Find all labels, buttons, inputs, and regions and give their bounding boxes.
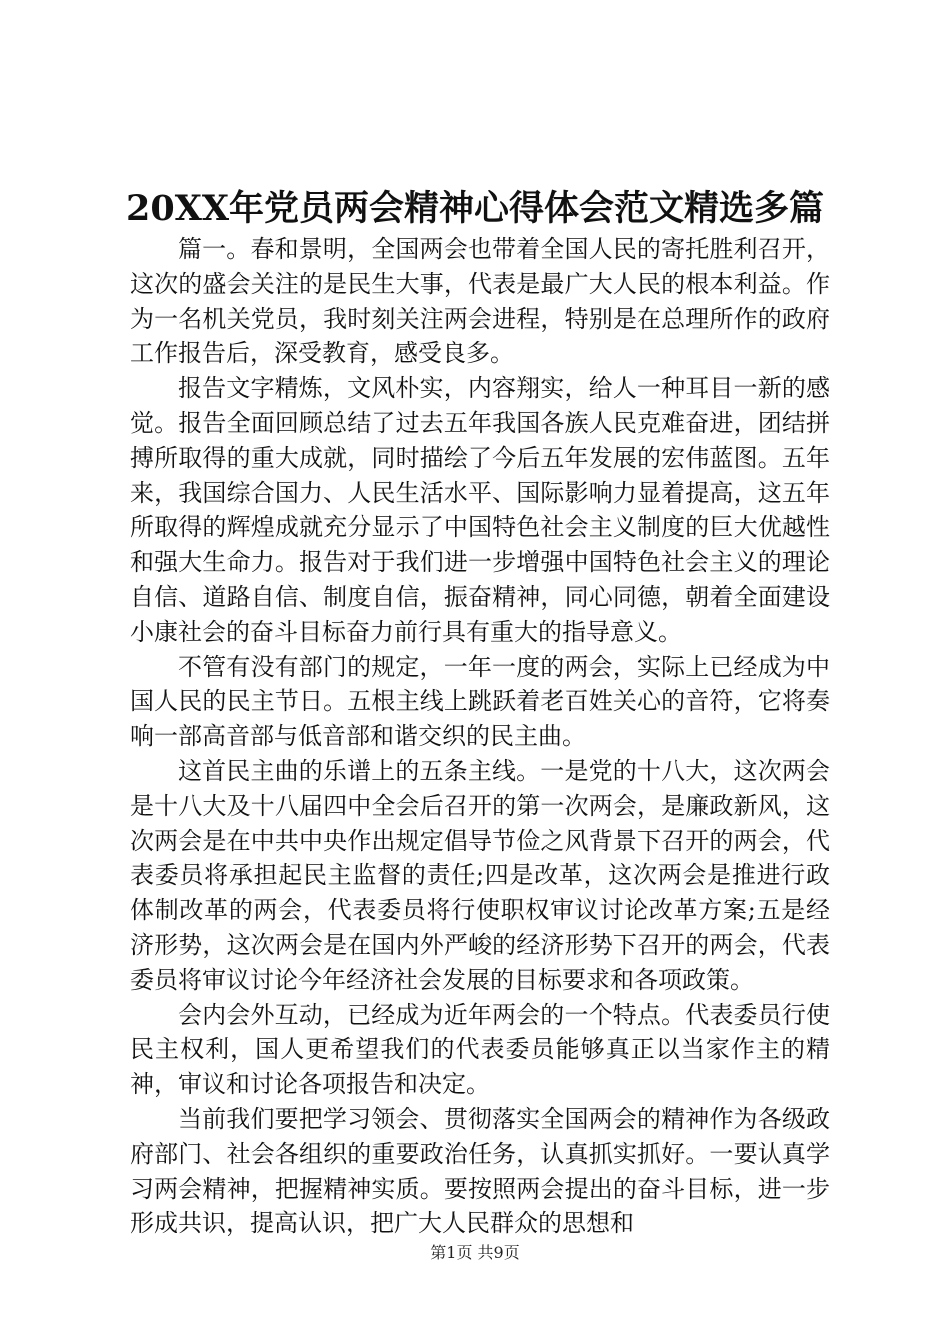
paragraph-3: 不管有没有部门的规定，一年一度的两会，实际上已经成为中国人民的民主节日。五根主线上跳跃着老百姓关心的音符，它将奏响一部高音部与低音部和谐交织的民主曲。 bbox=[130, 652, 830, 751]
page-number-footer: 第1页 共9页 bbox=[430, 1243, 520, 1262]
paragraph-1: 篇一。春和景明，全国两会也带着全国人民的寄托胜利召开，这次的盛会关注的是民生大事，代表是最广大人民的根本利益。作为一名机关党员，我时刻关注两会进程，特别是在总理所作的政府工作报告后，深受教育，感受良多。 bbox=[130, 235, 830, 368]
paragraph-2: 报告文字精炼，文风朴实，内容翔实，给人一种耳目一新的感觉。报告全面回顾总结了过去五年我国各族人民克难奋进，团结拼搏所取得的重大成就，同时描绘了今后五年发展的宏伟蓝图。五年来，我国综合国力、人民生活水平、国际影响力显着提高，这五年所取得的辉煌成就充分显示了中国特色社会主义制度的巨大优越性和强大生命力。报告对于我们进一步增强中国特色社会主义的理论自信、道路自信、制度自信，振奋精神，同心同德，朝着全面建设小康社会的奋斗目标奋力前行具有重大的指导意义。 bbox=[130, 374, 830, 646]
paragraph-4: 这首民主曲的乐谱上的五条主线。一是党的十八大，这次两会是十八大及十八届四中全会后召开的第一次两会，是廉政新风，这次两会是在中共中央作出规定倡导节俭之风背景下召开的两会，代表委员将承担起民主监督的责任;四是改革，这次两会是推进行政体制改革的两会，代表委员将行使职权审议讨论改革方案;五是经济形势，这次两会是在国内外严峻的经济形势下召开的两会，代表委员将审议讨论今年经济社会发展的目标要求和各项政策。 bbox=[130, 756, 830, 994]
document-title: 20XX年党员两会精神心得体会范文精选多篇 bbox=[125, 188, 825, 229]
paragraph-5: 会内会外互动，已经成为近年两会的一个特点。代表委员行使民主权利，国人更希望我们的代表委员能够真正以当家作主的精神，审议和讨论各项报告和决定。 bbox=[130, 1000, 830, 1099]
document-body bbox=[130, 232, 830, 1238]
paragraph-6: 当前我们要把学习领会、贯彻落实全国两会的精神作为各级政府部门、社会各组织的重要政治任务，认真抓实抓好。一要认真学习两会精神，把握精神实质。要按照两会提出的奋斗目标，进一步形成共识，提高认识，把广大人民群众的思想和 bbox=[130, 1104, 830, 1238]
